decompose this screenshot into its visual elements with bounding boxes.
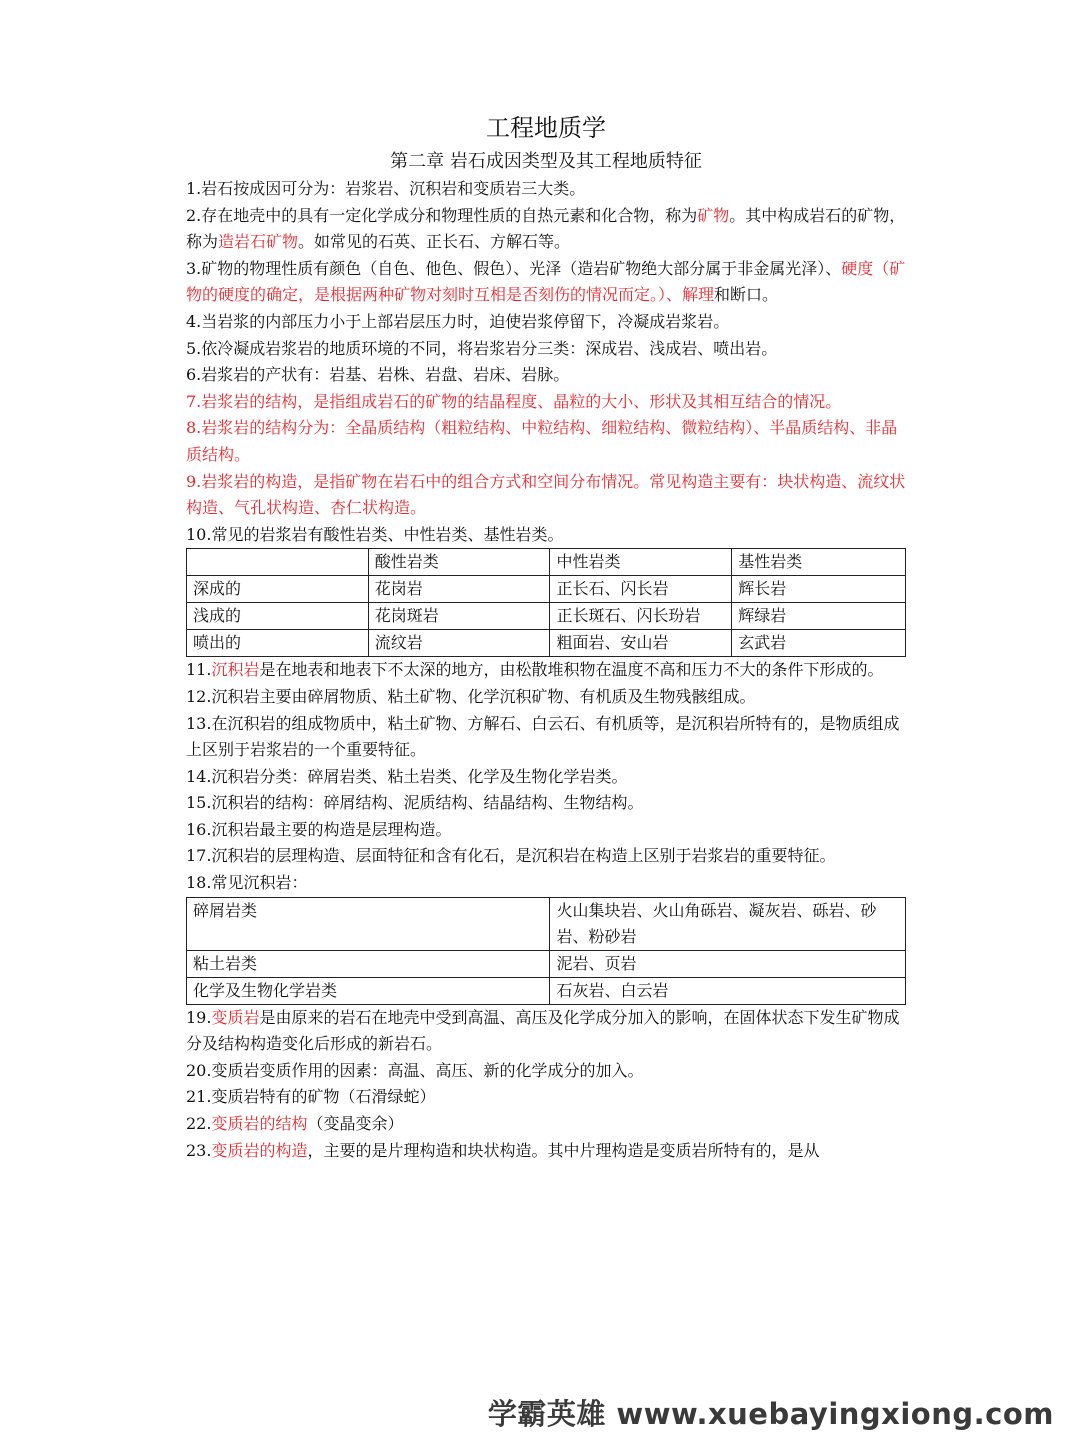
table-header-row	[187, 549, 906, 576]
text-segment: （变晶变余）	[307, 1114, 404, 1134]
table-cell: 正长石、闪长岩	[550, 576, 732, 603]
table-row	[187, 950, 906, 977]
table-cell: 石灰岩、白云岩	[550, 977, 906, 1004]
text-segment: 16.沉积岩最主要的构造是层理构造。	[186, 819, 452, 839]
paragraph-p3	[186, 256, 906, 309]
paragraph-p1	[186, 176, 906, 203]
table-cell: 花岗斑岩	[368, 603, 550, 630]
highlight-term: 造岩石矿物	[218, 232, 299, 252]
paragraph-p8	[186, 415, 906, 468]
paragraph-p21	[186, 1084, 906, 1111]
text-segment: 4.当岩浆的内部压力小于上部岩层压力时，迫使岩浆停留下，冷凝成岩浆岩。	[186, 311, 730, 331]
table-row	[187, 576, 906, 603]
text-segment: 。其中构成岩石的矿物，称为	[186, 205, 906, 252]
table-header-cell: 酸性岩类	[368, 549, 550, 576]
text-segment: 是在地表和地表下不太深的地方，由松散堆积物在温度不高和压力不大的条件下形成的。	[259, 660, 884, 680]
paragraph-p5	[186, 336, 906, 363]
text-segment: 和断口。	[714, 285, 779, 305]
text-segment: 1.岩石按成因可分为：岩浆岩、沉积岩和变质岩三大类。	[186, 179, 586, 198]
paragraph-p15	[186, 790, 906, 817]
text-segment: 11.	[186, 660, 212, 680]
paragraph-p16	[186, 817, 906, 844]
text-segment: 23.	[186, 1140, 212, 1160]
table-header-cell: 基性岩类	[732, 549, 906, 576]
paragraph-p23	[186, 1138, 906, 1165]
table-cell: 玄武岩	[732, 630, 906, 657]
paragraph-p2	[186, 203, 906, 256]
highlight-term: 9.岩浆岩的构造，是指矿物在岩石中的组合方式和空间分布情况。常见构造主要有：块状构造、流纹状构造、气孔状构造、杏仁状构造。	[186, 471, 906, 518]
text-segment: 2.存在地壳中的具有一定化学成分和物理性质的自热元素和化合物，称为	[186, 205, 698, 225]
paragraph-p7	[186, 389, 906, 416]
highlight-term: 硬度（矿物的硬度的确定，是根据两种矿物对刻时互相是否刻伤的情况而定。）、解理	[186, 258, 906, 305]
text-segment: 22.	[186, 1114, 212, 1134]
table-cell: 浅成的	[187, 603, 369, 630]
paragraph-p4	[186, 309, 906, 336]
text-segment: 6.岩浆岩的产状有：岩基、岩株、岩盘、岩床、岩脉。	[186, 365, 570, 385]
paragraph-p17	[186, 843, 906, 870]
table-row	[187, 977, 906, 1004]
paragraphs-metamorphic	[186, 1005, 906, 1165]
table-header-cell: 中性岩类	[550, 549, 732, 576]
text-segment: 17.沉积岩的层理构造、层面特征和含有化石，是沉积岩在构造上区别于岩浆岩的重要特征。	[186, 846, 836, 866]
paragraph-p19	[186, 1005, 906, 1058]
paragraph-p13	[186, 711, 906, 764]
text-segment: 13.在沉积岩的组成物质中，粘土矿物、方解石、白云石、有机质等，是沉积岩所特有的，是物质组成上区别于岩浆岩的一个重要特征。	[186, 713, 900, 760]
highlight-term: 矿物	[697, 205, 730, 225]
text-segment: 。如常见的石英、正长石、方解石等。	[298, 232, 571, 252]
text-segment: 10.常见的岩浆岩有酸性岩类、中性岩类、基性岩类。	[186, 524, 564, 544]
document-page	[186, 108, 906, 1164]
text-segment: 15.沉积岩的结构：碎屑结构、泥质结构、结晶结构、生物结构。	[186, 793, 644, 813]
table-cell: 喷出的	[187, 630, 369, 657]
doc-title: 工程地质学	[486, 114, 606, 142]
text-segment: ，主要的是片理构造和块状构造。其中片理构造是变质岩所特有的，是从	[307, 1140, 820, 1160]
highlight-term: 沉积岩	[211, 660, 260, 680]
paragraph-p10	[186, 522, 906, 549]
sedimentary-rock-table	[186, 897, 906, 1005]
highlight-term: 变质岩	[211, 1007, 260, 1027]
paragraph-p22	[186, 1111, 906, 1138]
table-cell: 深成的	[187, 576, 369, 603]
table-cell: 粘土岩类	[187, 950, 550, 977]
paragraph-p12	[186, 684, 906, 711]
text-segment: 21.变质岩特有的矿物（石滑绿蛇）	[186, 1087, 436, 1107]
paragraphs-igneous	[186, 176, 906, 548]
table-cell: 辉绿岩	[732, 603, 906, 630]
table-row	[187, 603, 906, 630]
table-cell: 辉长岩	[732, 576, 906, 603]
text-segment: 18.常见沉积岩：	[186, 873, 308, 893]
table-cell: 泥岩、页岩	[550, 950, 906, 977]
highlight-term: 8.岩浆岩的结构分为：全晶质结构（粗粒结构、中粒结构、细粒结构、微粒结构）、半晶质结构、非晶质结构。	[186, 418, 898, 464]
paragraph-p9	[186, 469, 906, 522]
table-cell: 流纹岩	[368, 630, 550, 657]
text-segment: 3.矿物的物理性质有颜色（自色、他色、假色）、光泽（造岩矿物绝大部分属于非金属光泽）、	[186, 258, 842, 278]
text-segment: 20.变质岩变质作用的因素：高温、高压、新的化学成分的加入。	[186, 1060, 644, 1080]
table-cell: 火山集块岩、火山角砾岩、凝灰岩、砾岩、砂岩、粉砂岩	[550, 897, 906, 950]
text-segment: 5.依冷凝成岩浆岩的地质环境的不同，将岩浆岩分三类：深成岩、浅成岩、喷出岩。	[186, 338, 778, 358]
igneous-rock-table	[186, 548, 906, 657]
highlight-term: 变质岩的结构	[211, 1114, 308, 1134]
paragraph-p14	[186, 764, 906, 791]
table-cell: 化学及生物化学岩类	[187, 977, 550, 1004]
table-cell: 正长斑石、闪长玢岩	[550, 603, 732, 630]
text-segment: 14.沉积岩分类：碎屑岩类、粘土岩类、化学及生物化学岩类。	[186, 766, 628, 786]
highlight-term: 7.岩浆岩的结构，是指组成岩石的矿物的结晶程度、晶粒的大小、形状及其相互结合的情况。	[186, 391, 842, 411]
table-cell: 碎屑岩类	[187, 897, 550, 950]
chapter-title: 第二章 岩石成因类型及其工程地质特征	[390, 151, 702, 172]
text-segment: 是由原来的岩石在地壳中受到高温、高压及化学成分加入的影响，在固体状态下发生矿物成分及结构构造变化后形成的新岩石。	[186, 1007, 900, 1054]
paragraph-p11	[186, 657, 906, 684]
paragraph-p18	[186, 870, 906, 897]
table-row	[187, 630, 906, 657]
table-header-cell	[187, 549, 369, 576]
footer-watermark: 学霸英雄 www.xuebayingxiong.com	[487, 1397, 1054, 1431]
text-segment: 12.沉积岩主要由碎屑物质、粘土矿物、化学沉积矿物、有机质及生物残骸组成。	[186, 686, 756, 706]
text-segment: 19.	[186, 1007, 212, 1027]
paragraph-p20	[186, 1058, 906, 1085]
highlight-term: 变质岩的构造	[211, 1140, 308, 1160]
table-row	[187, 897, 906, 950]
table-cell: 粗面岩、安山岩	[550, 630, 732, 657]
paragraphs-sedimentary	[186, 657, 906, 896]
table-cell: 花岗岩	[368, 576, 550, 603]
paragraph-p6	[186, 362, 906, 389]
